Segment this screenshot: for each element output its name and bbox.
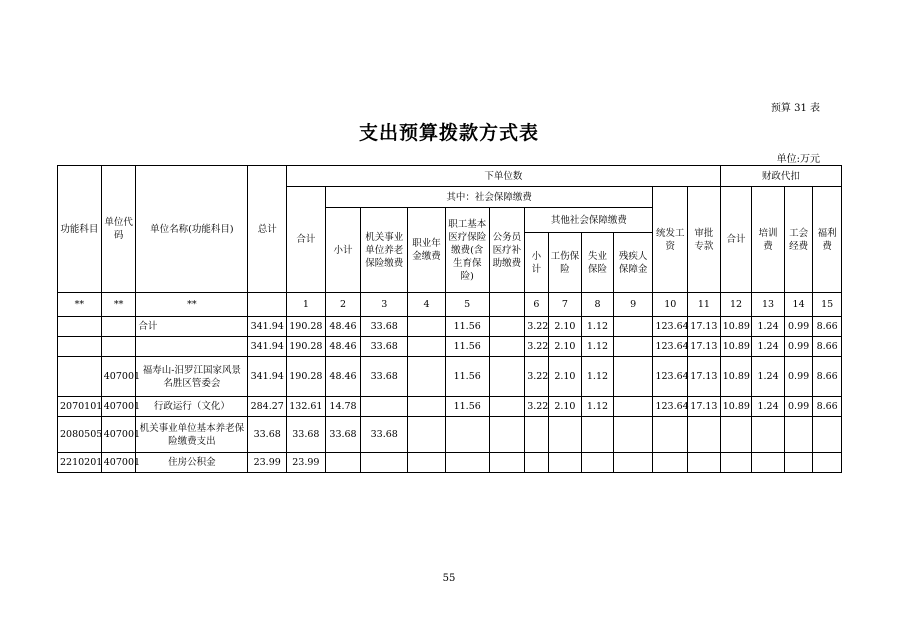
cell-c1: 190.28 <box>287 357 326 397</box>
cell-c13 <box>720 417 752 453</box>
header-union: 工会经费 <box>784 187 813 293</box>
cell-c14: 1.24 <box>752 317 785 337</box>
cell-c9: 1.12 <box>582 397 614 417</box>
header-unit-code: 单位代码 <box>101 166 136 293</box>
cell-c1: 23.99 <box>287 453 326 473</box>
header-unit-name: 单位名称(功能科目) <box>136 166 248 293</box>
cell-c9: 1.12 <box>582 337 614 357</box>
cell-total: 341.94 <box>248 337 287 357</box>
page-number: 55 <box>442 573 456 584</box>
cell-c7 <box>525 417 548 453</box>
cell-c4 <box>408 417 446 453</box>
header-lower-unit: 下单位数 <box>287 166 721 187</box>
cell-c9: 1.12 <box>582 357 614 397</box>
header-fiscal-heji: 合计 <box>720 187 752 293</box>
cell-c16: 8.66 <box>813 317 842 337</box>
header-injury: 工伤保险 <box>548 233 582 293</box>
cell-func <box>58 337 102 357</box>
index-cell: 8 <box>582 293 614 317</box>
cell-c14: 1.24 <box>752 357 785 397</box>
cell-c6 <box>489 317 525 337</box>
cell-c4 <box>408 397 446 417</box>
cell-c16 <box>813 417 842 453</box>
cell-c10 <box>613 337 653 357</box>
cell-c15: 0.99 <box>784 357 813 397</box>
header-func-code: 功能科目 <box>58 166 102 293</box>
cell-c3: 33.68 <box>361 317 408 337</box>
cell-c2 <box>325 453 361 473</box>
cell-c9 <box>582 453 614 473</box>
budget-table <box>57 165 842 473</box>
cell-c15: 0.99 <box>784 397 813 417</box>
header-disabled: 残疾人保障金 <box>613 233 653 293</box>
header-xiaoji: 小计 <box>325 208 361 293</box>
page-title: 支出预算拨款方式表 <box>358 122 539 144</box>
table-row <box>58 317 842 337</box>
index-cell <box>489 293 525 317</box>
cell-c16 <box>813 453 842 473</box>
cell-c11 <box>653 453 688 473</box>
cell-c1: 132.61 <box>287 397 326 417</box>
header-medical: 职工基本医疗保险缴费(含生育保险) <box>445 208 489 293</box>
cell-c1: 33.68 <box>287 417 326 453</box>
cell-c11 <box>653 417 688 453</box>
cell-total: 341.94 <box>248 357 287 397</box>
index-cell: ** <box>101 293 136 317</box>
cell-c4 <box>408 337 446 357</box>
cell-c5: 11.56 <box>445 397 489 417</box>
header-salary: 统发工资 <box>653 187 688 293</box>
cell-code <box>101 317 136 337</box>
cell-c1: 190.28 <box>287 337 326 357</box>
cell-c14 <box>752 453 785 473</box>
index-cell: 9 <box>613 293 653 317</box>
cell-c2: 14.78 <box>325 397 361 417</box>
budget-table-number: 预算 31 表 <box>770 103 820 114</box>
index-cell: 12 <box>720 293 752 317</box>
header-special: 审批专款 <box>688 187 721 293</box>
cell-c12 <box>688 417 721 453</box>
unit-label: 单位:万元 <box>776 154 820 165</box>
header-annuity: 职业年金缴费 <box>408 208 446 293</box>
cell-code: 407001 <box>101 417 136 453</box>
index-cell: 2 <box>325 293 361 317</box>
cell-c7: 3.22 <box>525 397 548 417</box>
index-cell: 6 <box>525 293 548 317</box>
index-cell: 7 <box>548 293 582 317</box>
cell-c4 <box>408 317 446 337</box>
header-pension: 机关事业单位养老保险缴费 <box>361 208 408 293</box>
cell-c10 <box>613 417 653 453</box>
cell-c7 <box>525 453 548 473</box>
table-row <box>58 337 842 357</box>
cell-c7: 3.22 <box>525 337 548 357</box>
cell-name: 合计 <box>136 317 248 337</box>
cell-c11: 123.64 <box>653 397 688 417</box>
table-row <box>58 357 842 397</box>
cell-code <box>101 337 136 357</box>
cell-func: 2210201 <box>58 453 102 473</box>
header-other-xiaoji: 小计 <box>525 233 548 293</box>
index-cell: 1 <box>287 293 326 317</box>
index-cell: ** <box>136 293 248 317</box>
cell-c11: 123.64 <box>653 317 688 337</box>
cell-total: 341.94 <box>248 317 287 337</box>
cell-c8: 2.10 <box>548 317 582 337</box>
cell-c2: 48.46 <box>325 317 361 337</box>
cell-c11: 123.64 <box>653 357 688 397</box>
cell-c15 <box>784 417 813 453</box>
cell-func <box>58 357 102 397</box>
cell-code: 407001 <box>101 453 136 473</box>
cell-c5: 11.56 <box>445 317 489 337</box>
cell-c12: 17.13 <box>688 337 721 357</box>
cell-total: 284.27 <box>248 397 287 417</box>
cell-c15 <box>784 453 813 473</box>
index-cell: ** <box>58 293 102 317</box>
cell-func: 2070101 <box>58 397 102 417</box>
cell-c8: 2.10 <box>548 337 582 357</box>
cell-c7: 3.22 <box>525 317 548 337</box>
cell-c14: 1.24 <box>752 337 785 357</box>
index-cell: 13 <box>752 293 785 317</box>
cell-c7: 3.22 <box>525 357 548 397</box>
cell-code: 407001 <box>101 397 136 417</box>
table-row <box>58 453 842 473</box>
cell-c8: 2.10 <box>548 397 582 417</box>
index-cell: 10 <box>653 293 688 317</box>
cell-c13: 10.89 <box>720 317 752 337</box>
cell-c3 <box>361 453 408 473</box>
cell-c8: 2.10 <box>548 357 582 397</box>
cell-c5 <box>445 453 489 473</box>
cell-code: 407001 <box>101 357 136 397</box>
cell-c8 <box>548 453 582 473</box>
cell-c6 <box>489 397 525 417</box>
index-cell: 14 <box>784 293 813 317</box>
cell-total: 33.68 <box>248 417 287 453</box>
header-unemployment: 失业保险 <box>582 233 614 293</box>
cell-c8 <box>548 417 582 453</box>
cell-c5 <box>445 417 489 453</box>
cell-c13 <box>720 453 752 473</box>
cell-c10 <box>613 317 653 337</box>
index-cell: 15 <box>813 293 842 317</box>
cell-name: 机关事业单位基本养老保险缴费支出 <box>136 417 248 453</box>
index-cell: 5 <box>445 293 489 317</box>
cell-c9: 1.12 <box>582 317 614 337</box>
cell-c13: 10.89 <box>720 337 752 357</box>
cell-c13: 10.89 <box>720 357 752 397</box>
header-other-social: 其他社会保障缴费 <box>525 208 653 233</box>
cell-c16: 8.66 <box>813 337 842 357</box>
header-fiscal-deduct: 财政代扣 <box>720 166 841 187</box>
cell-c14 <box>752 417 785 453</box>
table-row <box>58 417 842 453</box>
cell-c4 <box>408 357 446 397</box>
cell-name: 行政运行（文化） <box>136 397 248 417</box>
index-cell: 3 <box>361 293 408 317</box>
cell-c6 <box>489 337 525 357</box>
header-training: 培训费 <box>752 187 785 293</box>
cell-c10 <box>613 357 653 397</box>
cell-c2: 33.68 <box>325 417 361 453</box>
cell-c15: 0.99 <box>784 317 813 337</box>
cell-c2: 48.46 <box>325 357 361 397</box>
cell-c15: 0.99 <box>784 337 813 357</box>
cell-c3: 33.68 <box>361 337 408 357</box>
cell-c12 <box>688 453 721 473</box>
header-social-security: 其中：社会保障缴费 <box>325 187 653 208</box>
cell-c3: 33.68 <box>361 357 408 397</box>
cell-c5: 11.56 <box>445 337 489 357</box>
index-cell: 11 <box>688 293 721 317</box>
cell-c2: 48.46 <box>325 337 361 357</box>
cell-c11: 123.64 <box>653 337 688 357</box>
cell-c6 <box>489 453 525 473</box>
cell-c12: 17.13 <box>688 317 721 337</box>
cell-c10 <box>613 397 653 417</box>
cell-c9 <box>582 417 614 453</box>
cell-c13: 10.89 <box>720 397 752 417</box>
cell-total: 23.99 <box>248 453 287 473</box>
cell-c3: 33.68 <box>361 417 408 453</box>
cell-c12: 17.13 <box>688 357 721 397</box>
cell-c1: 190.28 <box>287 317 326 337</box>
cell-c16: 8.66 <box>813 357 842 397</box>
index-cell: 4 <box>408 293 446 317</box>
cell-c3 <box>361 397 408 417</box>
cell-c10 <box>613 453 653 473</box>
index-row <box>58 293 842 317</box>
cell-name <box>136 337 248 357</box>
cell-c12: 17.13 <box>688 397 721 417</box>
cell-c6 <box>489 357 525 397</box>
cell-c16: 8.66 <box>813 397 842 417</box>
index-cell <box>248 293 287 317</box>
cell-c6 <box>489 417 525 453</box>
cell-name: 住房公积金 <box>136 453 248 473</box>
header-heji: 合计 <box>287 187 326 293</box>
table-row <box>58 397 842 417</box>
cell-func <box>58 317 102 337</box>
header-civil-medical: 公务员医疗补助缴费 <box>489 208 525 293</box>
cell-func: 2080505 <box>58 417 102 453</box>
cell-c5: 11.56 <box>445 357 489 397</box>
header-welfare: 福利费 <box>813 187 842 293</box>
cell-name: 福寿山-汨罗江国家风景名胜区管委会 <box>136 357 248 397</box>
cell-c4 <box>408 453 446 473</box>
header-total: 总计 <box>248 166 287 293</box>
cell-c14: 1.24 <box>752 397 785 417</box>
